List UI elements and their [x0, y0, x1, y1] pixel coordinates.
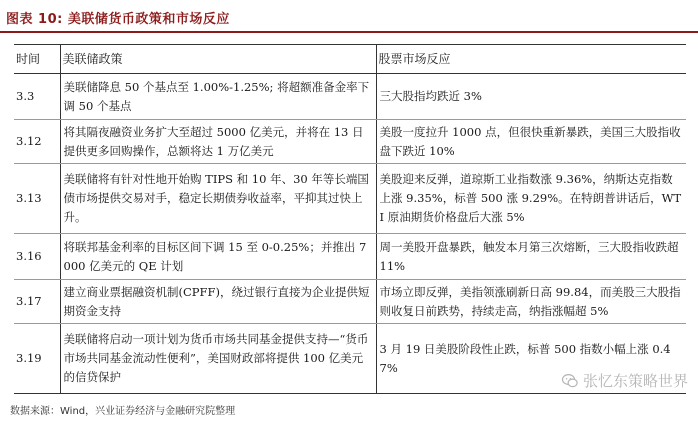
row-reaction: 美股迎来反弹，道琼斯工业指数涨 9.36%，纳斯达克指数上涨 9.35%，标普 500 涨 9.29%。在特朗普讲话后，WTI 原油期货价格盘后大涨 5%: [376, 164, 686, 234]
row-date: 3.13: [14, 164, 60, 234]
header-reaction: 股票市场反应: [376, 45, 686, 74]
row-reaction: 市场立即反弹，美指领涨刷新日高 99.84，而美股三大股指则收复日前跌势，持续走高，纳指涨幅超 5%: [376, 280, 686, 324]
row-date: 3.3: [14, 74, 60, 120]
row-policy: 美联储降息 50 个基点至 1.00%-1.25%; 将超额准备金率下调 50 个基点: [60, 74, 376, 120]
row-date: 3.12: [14, 120, 60, 164]
row-policy: 美联储将启动一项计划为货币市场共同基金提供支持—“货币市场共同基金流动性便利”，美国财政部将提供 100 亿美元的信贷保护: [60, 324, 376, 394]
header-policy: 美联储政策: [60, 45, 376, 74]
row-date: 3.17: [14, 280, 60, 324]
table-header-row: [14, 45, 686, 74]
table-row: [14, 280, 686, 324]
table-row: [14, 74, 686, 120]
figure-title: 图表 10: 美联储货币政策和市场反应: [6, 12, 230, 27]
wechat-icon: [561, 372, 579, 390]
table-row: [14, 164, 686, 234]
watermark: [561, 370, 688, 391]
table-row: [14, 234, 686, 280]
row-policy: 将联邦基金利率的目标区间下调 15 至 0-0.25%；并推出 7000 亿美元的 QE 计划: [60, 234, 376, 280]
row-reaction: 美股一度拉升 1000 点，但很快重新暴跌，美国三大股指收盘下跌近 10%: [376, 120, 686, 164]
row-policy: 建立商业票据融资机制(CPFF)，绕过银行直接为企业提供短期资金支持: [60, 280, 376, 324]
watermark-text: 张忆东策略世界: [582, 372, 688, 390]
policy-table: [14, 44, 686, 394]
row-reaction: 三大股指均跌近 3%: [376, 74, 686, 120]
row-policy: 美联储将有针对性地开始购 TIPS 和 10 年、30 年等长端国债市场提供交易对手，稳定长期债券收益率，平抑其过快上升。: [60, 164, 376, 234]
row-reaction: 周一美股开盘暴跌，触发本月第三次熔断，三大股指收跌超 11%: [376, 234, 686, 280]
row-reaction: 3 月 19 日美股阶段性止跌，标普 500 指数小幅上涨 0.47%: [376, 324, 686, 394]
row-policy: 将其隔夜融资业务扩大至超过 5000 亿美元，并将在 13 日提供更多回购操作，总额将达 1 万亿美元: [60, 120, 376, 164]
table-row: [14, 120, 686, 164]
source-note: 数据来源：Wind，兴业证券经济与金融研究院整理: [10, 406, 236, 417]
title-divider: [0, 31, 698, 33]
header-date: 时间: [14, 45, 60, 74]
row-date: 3.19: [14, 324, 60, 394]
row-date: 3.16: [14, 234, 60, 280]
